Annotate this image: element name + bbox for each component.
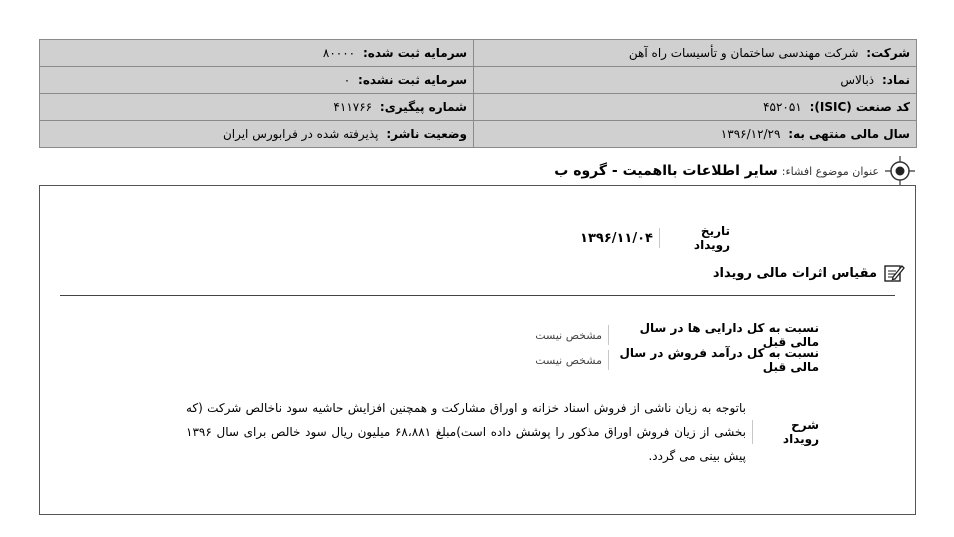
- divider: [752, 420, 753, 444]
- divider: [60, 295, 895, 296]
- info-row: [40, 94, 917, 121]
- symbol-cell: [474, 67, 917, 94]
- tracking-value: ۴۱۱۷۶۶: [333, 100, 373, 114]
- info-row: [40, 121, 917, 148]
- target-icon: [885, 156, 915, 186]
- assets-ratio-value: مشخص نیست: [535, 328, 602, 342]
- company-value: شرکت مهندسی ساختمان و تأسیسات راه آهن: [628, 46, 859, 60]
- isic-value: ۴۵۲۰۵۱: [763, 100, 802, 114]
- event-details-box: [39, 185, 916, 515]
- tracking-cell: [40, 94, 474, 121]
- company-cell: [474, 40, 917, 67]
- event-description-text: باتوجه به زیان ناشی از فروش اسناد خزانه و اوراق مشارکت و همچنین افزایش حاشیه سود ناخالص شرکت (که بخشی از زیان فروش اوراق مذکور را پوشش داده است)مبلغ ۶۸،۸۸۱ میلیون ریال سود خالص برای سال ۱۳۹۶ پیش بینی می گردد.: [186, 401, 746, 463]
- unregistered-capital-value: ۰: [343, 73, 351, 87]
- fiscal-year-cell: [474, 121, 917, 148]
- assets-ratio-label: نسبت به کل دارایی ها در سال مالی قبل: [639, 321, 819, 349]
- isic-label: کد صنعت (ISIC):: [809, 100, 910, 114]
- divider: [659, 228, 660, 248]
- event-date-row: [580, 224, 730, 252]
- symbol-value: ذبالاس: [840, 73, 875, 87]
- info-row: [40, 40, 917, 67]
- event-date-value: ۱۳۹۶/۱۱/۰۴: [580, 230, 653, 246]
- edit-icon: [883, 262, 905, 284]
- tracking-label: شماره پیگیری:: [379, 100, 467, 114]
- info-row: [40, 67, 917, 94]
- subject-label: عنوان موضوع افشاء:: [781, 164, 879, 178]
- registered-capital-cell: [40, 40, 474, 67]
- registered-capital-label: سرمایه ثبت شده:: [362, 46, 467, 60]
- registered-capital-value: ۸۰۰۰۰: [322, 46, 356, 60]
- publisher-status-cell: [40, 121, 474, 148]
- assets-ratio-row: [535, 321, 819, 349]
- fiscal-year-label: سال مالی منتهی به:: [788, 127, 910, 141]
- isic-cell: [474, 94, 917, 121]
- event-date-label: تاریخ رویداد: [693, 224, 730, 252]
- disclosure-subject: [554, 156, 915, 186]
- revenue-ratio-label: نسبت به کل درآمد فروش در سال مالی قبل: [619, 346, 819, 374]
- unregistered-capital-cell: [40, 67, 474, 94]
- revenue-ratio-value: مشخص نیست: [535, 353, 602, 367]
- publisher-status-label: وضعیت ناشر:: [386, 127, 467, 141]
- publisher-status-value: پذیرفته شده در فرابورس ایران: [222, 127, 379, 141]
- event-description-row: [186, 396, 819, 468]
- symbol-label: نماد:: [881, 73, 910, 87]
- financial-impact-title: مقیاس اثرات مالی رویداد: [712, 265, 877, 281]
- divider: [608, 325, 609, 345]
- company-label: شرکت:: [866, 46, 910, 60]
- divider: [608, 350, 609, 370]
- company-info-table: [39, 39, 917, 148]
- fiscal-year-value: ۱۳۹۶/۱۲/۲۹: [720, 127, 781, 141]
- event-description-label: شرح رویداد: [782, 418, 819, 446]
- financial-impact-heading: [713, 262, 905, 284]
- revenue-ratio-row: [535, 346, 819, 374]
- subject-value: سایر اطلاعات بااهمیت - گروه ب: [554, 163, 778, 179]
- unregistered-capital-label: سرمایه ثبت نشده:: [358, 73, 467, 87]
